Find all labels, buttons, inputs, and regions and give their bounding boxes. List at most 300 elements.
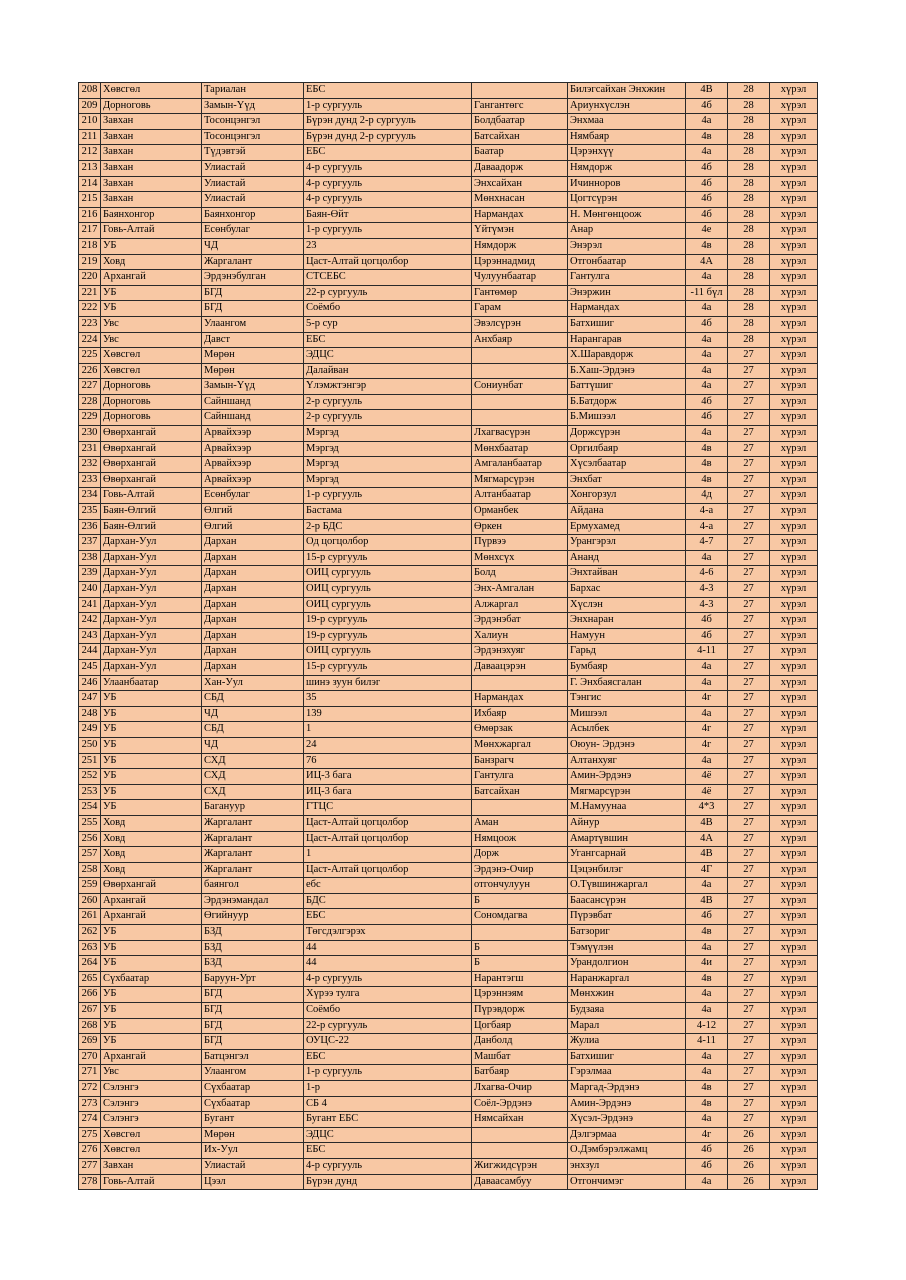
row-number: 275 bbox=[79, 1127, 101, 1143]
student-cell: Ермухамед bbox=[568, 519, 686, 535]
teacher-cell: Пүрэвдорж bbox=[472, 1003, 568, 1019]
medal-cell: хүрэл bbox=[770, 114, 818, 130]
school-cell: 24 bbox=[304, 737, 472, 753]
class-cell: 4в bbox=[686, 472, 728, 488]
teacher-cell: Аман bbox=[472, 815, 568, 831]
table-row bbox=[79, 800, 818, 816]
teacher-cell: Нарантэгш bbox=[472, 971, 568, 987]
teacher-cell: Пүрвээ bbox=[472, 535, 568, 551]
table-row bbox=[79, 316, 818, 332]
medal-cell: хүрэл bbox=[770, 691, 818, 707]
school-cell: 22-р сургууль bbox=[304, 285, 472, 301]
school-cell: 1-р bbox=[304, 1081, 472, 1097]
score-cell: 27 bbox=[728, 909, 770, 925]
table-row bbox=[79, 472, 818, 488]
score-cell: 27 bbox=[728, 1049, 770, 1065]
table-row bbox=[79, 1049, 818, 1065]
score-cell: 27 bbox=[728, 737, 770, 753]
soum-cell: Жаргалант bbox=[202, 862, 304, 878]
soum-cell: Багануур bbox=[202, 800, 304, 816]
aimag-cell: Говь-Алтай bbox=[101, 488, 202, 504]
row-number: 252 bbox=[79, 769, 101, 785]
aimag-cell: Өвөрхангай bbox=[101, 472, 202, 488]
row-number: 213 bbox=[79, 160, 101, 176]
score-cell: 26 bbox=[728, 1158, 770, 1174]
class-cell: 4-а bbox=[686, 519, 728, 535]
student-cell: Оюун- Эрдэнэ bbox=[568, 737, 686, 753]
school-cell: ИЦ-3 бага bbox=[304, 769, 472, 785]
aimag-cell: Баянхонгор bbox=[101, 207, 202, 223]
score-cell: 28 bbox=[728, 316, 770, 332]
medal-cell: хүрэл bbox=[770, 457, 818, 473]
student-cell: Энхбат bbox=[568, 472, 686, 488]
class-cell: 4г bbox=[686, 737, 728, 753]
table-row bbox=[79, 394, 818, 410]
score-cell: 27 bbox=[728, 628, 770, 644]
row-number: 225 bbox=[79, 348, 101, 364]
medal-cell: хүрэл bbox=[770, 831, 818, 847]
school-cell: 44 bbox=[304, 940, 472, 956]
score-cell: 26 bbox=[728, 1127, 770, 1143]
table-row bbox=[79, 769, 818, 785]
aimag-cell: Дархан-Уул bbox=[101, 535, 202, 551]
table-row bbox=[79, 332, 818, 348]
teacher-cell: Даваасамбуу bbox=[472, 1174, 568, 1190]
score-cell: 27 bbox=[728, 659, 770, 675]
medal-cell: хүрэл bbox=[770, 254, 818, 270]
class-cell: 4*3 bbox=[686, 800, 728, 816]
medal-cell: хүрэл bbox=[770, 98, 818, 114]
class-cell: 4б bbox=[686, 316, 728, 332]
score-cell: 28 bbox=[728, 192, 770, 208]
table-row bbox=[79, 613, 818, 629]
soum-cell: СХД bbox=[202, 784, 304, 800]
table-row bbox=[79, 363, 818, 379]
student-cell: Билэгсайхан Энхжин bbox=[568, 83, 686, 99]
student-cell: Хүслэн bbox=[568, 597, 686, 613]
table-row bbox=[79, 925, 818, 941]
class-cell: 4в bbox=[686, 441, 728, 457]
class-cell: 4г bbox=[686, 1127, 728, 1143]
medal-cell: хүрэл bbox=[770, 410, 818, 426]
table-row bbox=[79, 114, 818, 130]
soum-cell: Цээл bbox=[202, 1174, 304, 1190]
aimag-cell: Завхан bbox=[101, 160, 202, 176]
table-row bbox=[79, 737, 818, 753]
class-cell: 4в bbox=[686, 1081, 728, 1097]
class-cell: 4-11 bbox=[686, 644, 728, 660]
student-cell: Пүрэвбат bbox=[568, 909, 686, 925]
class-cell: 4а bbox=[686, 753, 728, 769]
aimag-cell: УБ bbox=[101, 987, 202, 1003]
table-row bbox=[79, 1158, 818, 1174]
score-cell: 27 bbox=[728, 535, 770, 551]
score-cell: 27 bbox=[728, 348, 770, 364]
school-cell: ОИЦ сургууль bbox=[304, 566, 472, 582]
medal-cell: хүрэл bbox=[770, 737, 818, 753]
school-cell: Цаст-Алтай цогцолбор bbox=[304, 254, 472, 270]
aimag-cell: Дархан-Уул bbox=[101, 582, 202, 598]
score-cell: 28 bbox=[728, 285, 770, 301]
table-row bbox=[79, 987, 818, 1003]
aimag-cell: Хөвсгөл bbox=[101, 363, 202, 379]
row-number: 235 bbox=[79, 504, 101, 520]
score-cell: 28 bbox=[728, 223, 770, 239]
aimag-cell: Дорноговь bbox=[101, 379, 202, 395]
row-number: 272 bbox=[79, 1081, 101, 1097]
score-cell: 27 bbox=[728, 394, 770, 410]
table-row bbox=[79, 301, 818, 317]
class-cell: 4б bbox=[686, 1158, 728, 1174]
medal-cell: хүрэл bbox=[770, 238, 818, 254]
teacher-cell: Даваацэрэн bbox=[472, 659, 568, 675]
class-cell: 4а bbox=[686, 878, 728, 894]
class-cell: 4г bbox=[686, 691, 728, 707]
student-cell: Оргилбаяр bbox=[568, 441, 686, 457]
aimag-cell: УБ bbox=[101, 737, 202, 753]
row-number: 239 bbox=[79, 566, 101, 582]
score-cell: 27 bbox=[728, 1112, 770, 1128]
aimag-cell: УБ bbox=[101, 285, 202, 301]
row-number: 237 bbox=[79, 535, 101, 551]
student-cell: Дэлгэрмаа bbox=[568, 1127, 686, 1143]
score-cell: 28 bbox=[728, 270, 770, 286]
medal-cell: хүрэл bbox=[770, 160, 818, 176]
teacher-cell: Өркен bbox=[472, 519, 568, 535]
student-cell: Маргад-Эрдэнэ bbox=[568, 1081, 686, 1097]
soum-cell: Сүхбаатар bbox=[202, 1081, 304, 1097]
student-cell: О.Дэмбэрэлжамц bbox=[568, 1143, 686, 1159]
aimag-cell: Дархан-Уул bbox=[101, 613, 202, 629]
table-row bbox=[79, 192, 818, 208]
student-cell: Батзориг bbox=[568, 925, 686, 941]
row-number: 233 bbox=[79, 472, 101, 488]
table-row bbox=[79, 1018, 818, 1034]
teacher-cell: Эрдэнэхуяг bbox=[472, 644, 568, 660]
row-number: 259 bbox=[79, 878, 101, 894]
soum-cell: Мөрөн bbox=[202, 1127, 304, 1143]
medal-cell: хүрэл bbox=[770, 379, 818, 395]
class-cell: 4а bbox=[686, 145, 728, 161]
table-row bbox=[79, 254, 818, 270]
table-row bbox=[79, 1127, 818, 1143]
medal-cell: хүрэл bbox=[770, 566, 818, 582]
school-cell: 4-р сургууль bbox=[304, 1158, 472, 1174]
row-number: 261 bbox=[79, 909, 101, 925]
score-cell: 27 bbox=[728, 956, 770, 972]
soum-cell: Дархан bbox=[202, 550, 304, 566]
aimag-cell: Ховд bbox=[101, 815, 202, 831]
soum-cell: Улиастай bbox=[202, 192, 304, 208]
soum-cell: Тосонцэнгэл bbox=[202, 129, 304, 145]
teacher-cell: Батсайхан bbox=[472, 784, 568, 800]
table-row bbox=[79, 847, 818, 863]
medal-cell: хүрэл bbox=[770, 675, 818, 691]
medal-cell: хүрэл bbox=[770, 504, 818, 520]
aimag-cell: Баян-Өлгий bbox=[101, 519, 202, 535]
soum-cell: БГД bbox=[202, 987, 304, 1003]
score-cell: 27 bbox=[728, 613, 770, 629]
aimag-cell: УБ bbox=[101, 940, 202, 956]
school-cell: ГТЦС bbox=[304, 800, 472, 816]
medal-cell: хүрэл bbox=[770, 784, 818, 800]
student-cell: Цэцэнбилэг bbox=[568, 862, 686, 878]
score-cell: 27 bbox=[728, 488, 770, 504]
aimag-cell: Ховд bbox=[101, 847, 202, 863]
student-cell: Н. Мөнгөнцоож bbox=[568, 207, 686, 223]
score-cell: 27 bbox=[728, 706, 770, 722]
class-cell: 4В bbox=[686, 893, 728, 909]
medal-cell: хүрэл bbox=[770, 987, 818, 1003]
aimag-cell: Хөвсгөл bbox=[101, 1143, 202, 1159]
aimag-cell: УБ bbox=[101, 691, 202, 707]
soum-cell: Сайншанд bbox=[202, 394, 304, 410]
score-cell: 27 bbox=[728, 504, 770, 520]
student-cell: Мишээл bbox=[568, 706, 686, 722]
soum-cell: Арвайхээр bbox=[202, 441, 304, 457]
class-cell: 4а bbox=[686, 270, 728, 286]
class-cell: 4а bbox=[686, 1065, 728, 1081]
school-cell: 15-р сургууль bbox=[304, 659, 472, 675]
score-cell: 28 bbox=[728, 129, 770, 145]
soum-cell: СХД bbox=[202, 769, 304, 785]
class-cell: 4а bbox=[686, 940, 728, 956]
school-cell: 19-р сургууль bbox=[304, 613, 472, 629]
row-number: 214 bbox=[79, 176, 101, 192]
table-row bbox=[79, 207, 818, 223]
medal-cell: хүрэл bbox=[770, 909, 818, 925]
teacher-cell: Данболд bbox=[472, 1034, 568, 1050]
teacher-cell: Орманбек bbox=[472, 504, 568, 520]
aimag-cell: Завхан bbox=[101, 192, 202, 208]
aimag-cell: Завхан bbox=[101, 129, 202, 145]
school-cell: 4-р сургууль bbox=[304, 192, 472, 208]
row-number: 268 bbox=[79, 1018, 101, 1034]
student-cell: Баасансүрэн bbox=[568, 893, 686, 909]
table-row bbox=[79, 270, 818, 286]
aimag-cell: Баян-Өлгий bbox=[101, 504, 202, 520]
row-number: 256 bbox=[79, 831, 101, 847]
score-cell: 27 bbox=[728, 582, 770, 598]
soum-cell: СБД bbox=[202, 722, 304, 738]
student-cell: Айнур bbox=[568, 815, 686, 831]
student-cell: Гарьд bbox=[568, 644, 686, 660]
teacher-cell: Үйтүмэн bbox=[472, 223, 568, 239]
soum-cell: Дархан bbox=[202, 535, 304, 551]
class-cell: 4б bbox=[686, 192, 728, 208]
aimag-cell: Архангай bbox=[101, 270, 202, 286]
aimag-cell: Хөвсгөл bbox=[101, 348, 202, 364]
teacher-cell: Амгаланбаатар bbox=[472, 457, 568, 473]
school-cell: ОИЦ сургууль bbox=[304, 582, 472, 598]
row-number: 208 bbox=[79, 83, 101, 99]
soum-cell: Улиастай bbox=[202, 1158, 304, 1174]
score-cell: 26 bbox=[728, 1174, 770, 1190]
soum-cell: Улиастай bbox=[202, 176, 304, 192]
class-cell: 4а bbox=[686, 987, 728, 1003]
teacher-cell: Мөнхбаатар bbox=[472, 441, 568, 457]
class-cell: 4е bbox=[686, 223, 728, 239]
soum-cell: БГД bbox=[202, 301, 304, 317]
medal-cell: хүрэл bbox=[770, 628, 818, 644]
school-cell: Соёмбо bbox=[304, 301, 472, 317]
aimag-cell: Дархан-Уул bbox=[101, 628, 202, 644]
medal-cell: хүрэл bbox=[770, 394, 818, 410]
score-cell: 27 bbox=[728, 1034, 770, 1050]
row-number: 219 bbox=[79, 254, 101, 270]
medal-cell: хүрэл bbox=[770, 519, 818, 535]
aimag-cell: УБ bbox=[101, 925, 202, 941]
medal-cell: хүрэл bbox=[770, 722, 818, 738]
row-number: 240 bbox=[79, 582, 101, 598]
school-cell: Баян-Өйт bbox=[304, 207, 472, 223]
row-number: 269 bbox=[79, 1034, 101, 1050]
row-number: 253 bbox=[79, 784, 101, 800]
teacher-cell: Нармандах bbox=[472, 691, 568, 707]
student-cell: Б.Мишээл bbox=[568, 410, 686, 426]
teacher-cell: Гангантөгс bbox=[472, 98, 568, 114]
student-cell: Намуун bbox=[568, 628, 686, 644]
aimag-cell: Сүхбаатар bbox=[101, 971, 202, 987]
student-cell: Б.Батдорж bbox=[568, 394, 686, 410]
class-cell: 4а bbox=[686, 1174, 728, 1190]
teacher-cell: Б bbox=[472, 940, 568, 956]
soum-cell: Жаргалант bbox=[202, 815, 304, 831]
school-cell: ЕБС bbox=[304, 1143, 472, 1159]
score-cell: 27 bbox=[728, 893, 770, 909]
row-number: 234 bbox=[79, 488, 101, 504]
teacher-cell: Мөнхнасан bbox=[472, 192, 568, 208]
row-number: 260 bbox=[79, 893, 101, 909]
student-cell: Амин-Эрдэнэ bbox=[568, 1096, 686, 1112]
soum-cell: Батцэнгэл bbox=[202, 1049, 304, 1065]
teacher-cell: Б bbox=[472, 893, 568, 909]
aimag-cell: Дорноговь bbox=[101, 410, 202, 426]
aimag-cell: Увс bbox=[101, 1065, 202, 1081]
soum-cell: ЧД bbox=[202, 238, 304, 254]
soum-cell: Мөрөн bbox=[202, 348, 304, 364]
student-cell: Х.Шаравдорж bbox=[568, 348, 686, 364]
teacher-cell bbox=[472, 800, 568, 816]
table-row bbox=[79, 285, 818, 301]
soum-cell: Есөнбулаг bbox=[202, 488, 304, 504]
aimag-cell: Дархан-Уул bbox=[101, 597, 202, 613]
soum-cell: Баянхонгор bbox=[202, 207, 304, 223]
school-cell: Соёмбо bbox=[304, 1003, 472, 1019]
score-cell: 27 bbox=[728, 769, 770, 785]
school-cell: Бүрэн дунд 2-р сургууль bbox=[304, 129, 472, 145]
school-cell: Цаст-Алтай цогцолбор bbox=[304, 862, 472, 878]
row-number: 220 bbox=[79, 270, 101, 286]
medal-cell: хүрэл bbox=[770, 1096, 818, 1112]
student-cell: Мягмарсүрэн bbox=[568, 784, 686, 800]
student-cell: О.Түвшинжаргал bbox=[568, 878, 686, 894]
row-number: 247 bbox=[79, 691, 101, 707]
teacher-cell: Энхсайхан bbox=[472, 176, 568, 192]
row-number: 276 bbox=[79, 1143, 101, 1159]
class-cell: 4б bbox=[686, 160, 728, 176]
soum-cell: Өлгий bbox=[202, 519, 304, 535]
school-cell: Төгсдэлгэрэх bbox=[304, 925, 472, 941]
row-number: 230 bbox=[79, 426, 101, 442]
school-cell: 1-р сургууль bbox=[304, 98, 472, 114]
medal-cell: хүрэл bbox=[770, 769, 818, 785]
class-cell: 4б bbox=[686, 98, 728, 114]
class-cell: 4б bbox=[686, 176, 728, 192]
soum-cell: Жаргалант bbox=[202, 831, 304, 847]
class-cell: 4в bbox=[686, 457, 728, 473]
school-cell: ОИЦ сургууль bbox=[304, 644, 472, 660]
student-cell: Батхишиг bbox=[568, 316, 686, 332]
soum-cell: баянгол bbox=[202, 878, 304, 894]
table-row bbox=[79, 956, 818, 972]
table-row bbox=[79, 628, 818, 644]
table-row bbox=[79, 519, 818, 535]
table-row bbox=[79, 1096, 818, 1112]
student-cell: Батхишиг bbox=[568, 1049, 686, 1065]
row-number: 246 bbox=[79, 675, 101, 691]
student-cell: Б.Хаш-Эрдэнэ bbox=[568, 363, 686, 379]
score-cell: 27 bbox=[728, 831, 770, 847]
medal-cell: хүрэл bbox=[770, 363, 818, 379]
teacher-cell: Мөнхжаргал bbox=[472, 737, 568, 753]
medal-cell: хүрэл bbox=[770, 1049, 818, 1065]
class-cell: 4-3 bbox=[686, 582, 728, 598]
student-cell: М.Намуунаа bbox=[568, 800, 686, 816]
teacher-cell: Өмөрзак bbox=[472, 722, 568, 738]
teacher-cell: Нармандах bbox=[472, 207, 568, 223]
score-cell: 27 bbox=[728, 441, 770, 457]
school-cell: Бугант ЕБС bbox=[304, 1112, 472, 1128]
soum-cell: Есөнбулаг bbox=[202, 223, 304, 239]
medal-cell: хүрэл bbox=[770, 472, 818, 488]
class-cell: 4а bbox=[686, 114, 728, 130]
row-number: 216 bbox=[79, 207, 101, 223]
table-row bbox=[79, 971, 818, 987]
row-number: 274 bbox=[79, 1112, 101, 1128]
table-row bbox=[79, 1065, 818, 1081]
score-cell: 26 bbox=[728, 1143, 770, 1159]
row-number: 277 bbox=[79, 1158, 101, 1174]
soum-cell: Дархан bbox=[202, 659, 304, 675]
student-cell: Нямдорж bbox=[568, 160, 686, 176]
aimag-cell: Өвөрхангай bbox=[101, 426, 202, 442]
soum-cell: ЧД bbox=[202, 706, 304, 722]
teacher-cell: Сониунбат bbox=[472, 379, 568, 395]
score-cell: 27 bbox=[728, 472, 770, 488]
school-cell: 76 bbox=[304, 753, 472, 769]
student-cell: Энэржин bbox=[568, 285, 686, 301]
table-row bbox=[79, 1143, 818, 1159]
school-cell: 4-р сургууль bbox=[304, 971, 472, 987]
medal-cell: хүрэл bbox=[770, 535, 818, 551]
school-cell: 5-р сур bbox=[304, 316, 472, 332]
student-cell: Тэнгис bbox=[568, 691, 686, 707]
student-cell: Хонгорзул bbox=[568, 488, 686, 504]
school-cell: 2-р БДС bbox=[304, 519, 472, 535]
row-number: 251 bbox=[79, 753, 101, 769]
student-cell: Будзаяа bbox=[568, 1003, 686, 1019]
soum-cell: СБД bbox=[202, 691, 304, 707]
soum-cell: Замын-Үүд bbox=[202, 98, 304, 114]
aimag-cell: Дархан-Уул bbox=[101, 659, 202, 675]
class-cell: 4б bbox=[686, 410, 728, 426]
row-number: 257 bbox=[79, 847, 101, 863]
table-row bbox=[79, 426, 818, 442]
score-cell: 28 bbox=[728, 254, 770, 270]
school-cell: ЕБС bbox=[304, 1049, 472, 1065]
class-cell: 4-6 bbox=[686, 566, 728, 582]
